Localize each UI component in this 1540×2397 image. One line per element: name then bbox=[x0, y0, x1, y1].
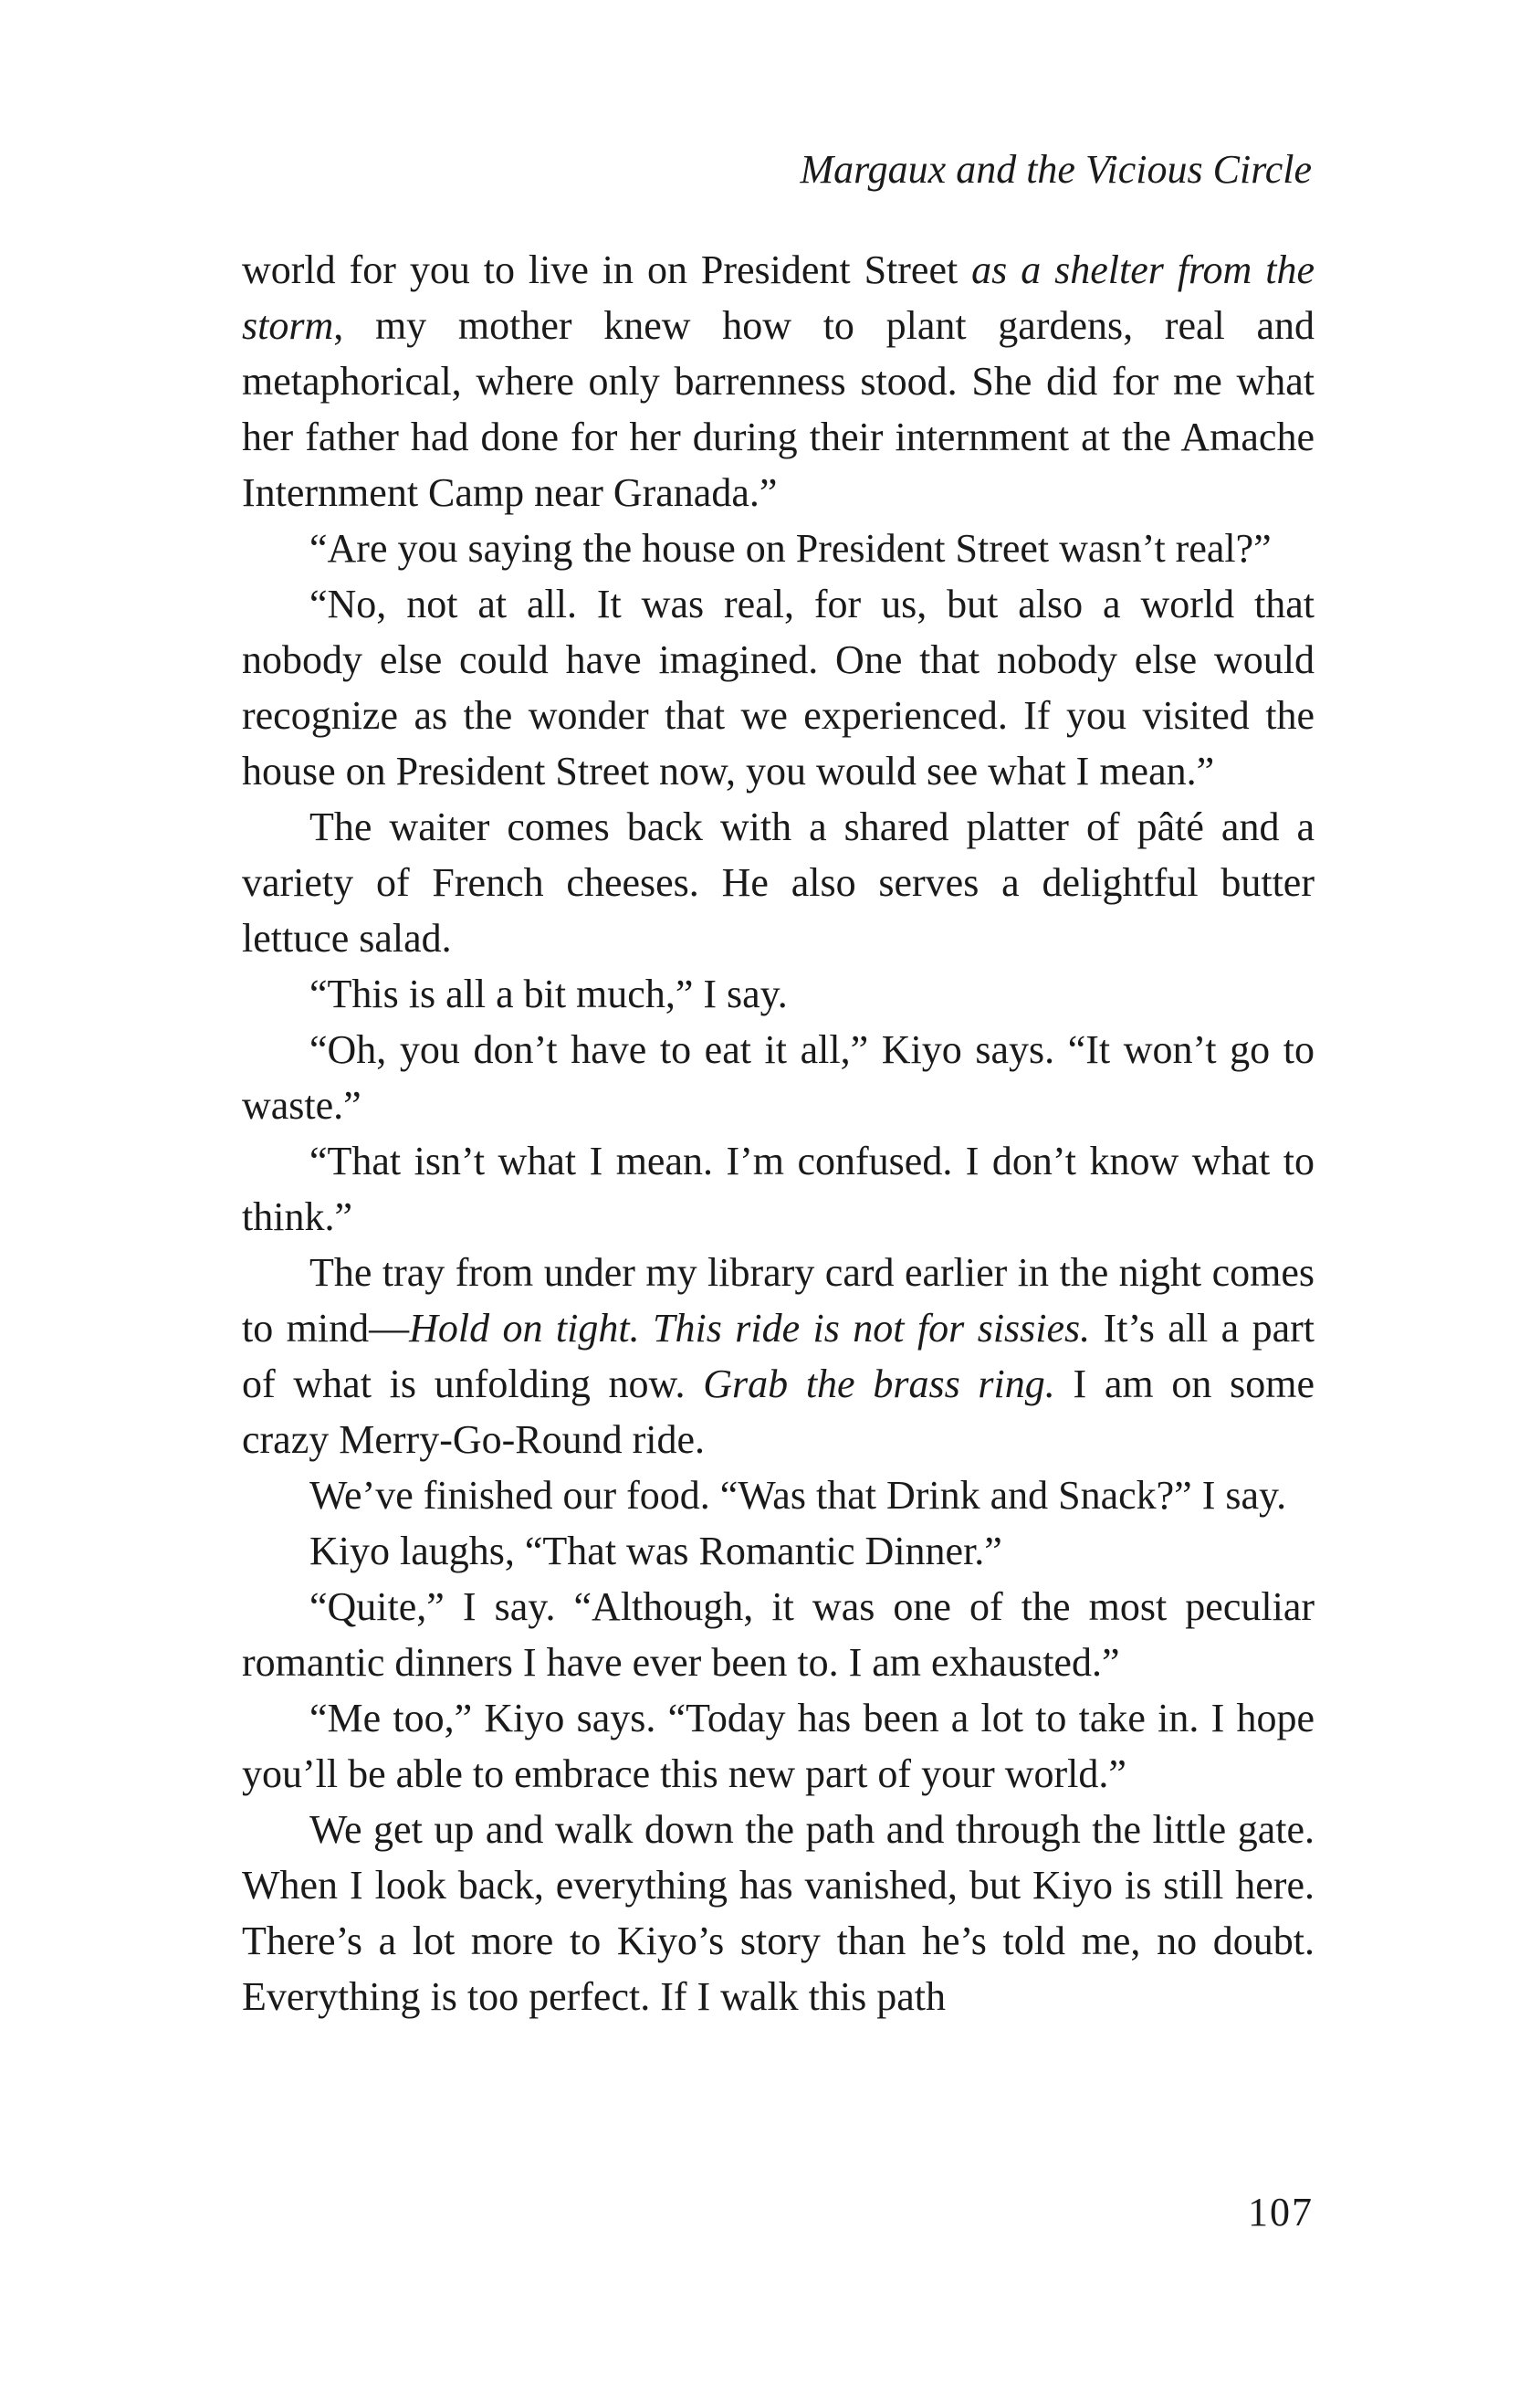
text-run: We’ve finished our food. “Was that Drink and Snack?” I say. bbox=[309, 1473, 1287, 1518]
paragraph bbox=[242, 1523, 1315, 1579]
text-run: , my mother knew how to plant gardens, real and metaphorical, where only barrenness stood. She did for me what her father had done for her during their internment at the Amache Internment Camp near Granada.” bbox=[242, 303, 1315, 515]
paragraph bbox=[242, 1022, 1315, 1133]
text-run: I am on some crazy Merry-Go-Round ride. bbox=[242, 1361, 1315, 1462]
text-run: “Me too,” Kiyo says. “Today has been a lot to take in. I hope you’ll be able to embrace this new part of your world.” bbox=[242, 1696, 1315, 1796]
text-run: “That isn’t what I mean. I’m confused. I don’t know what to think.” bbox=[242, 1139, 1315, 1239]
text-run: world for you to live in on President Street bbox=[242, 247, 972, 292]
paragraph bbox=[242, 1245, 1315, 1467]
text-run: We get up and walk down the path and through the little gate. When I look back, everything has vanished, but Kiyo is still here. There’s a lot more to Kiyo’s story than he’s told me, no doubt. Everything is too perfect. If I walk this path bbox=[242, 1807, 1315, 2019]
paragraph bbox=[242, 966, 1315, 1022]
paragraph bbox=[242, 799, 1315, 966]
text-run: “Are you saying the house on President Street wasn’t real?” bbox=[309, 526, 1272, 571]
text-run: The tray from under my library card earlier in the night comes to mind— bbox=[242, 1250, 1315, 1351]
page-number: 107 bbox=[1248, 2190, 1314, 2234]
italic-text-run: as a shelter from the storm bbox=[242, 247, 1315, 348]
text-run: “Oh, you don’t have to eat it all,” Kiyo says. “It won’t go to waste.” bbox=[242, 1027, 1315, 1128]
paragraph bbox=[242, 1467, 1315, 1523]
paragraph bbox=[242, 1802, 1315, 2024]
paragraph bbox=[242, 1690, 1315, 1802]
running-head-title: Margaux and the Vicious Circle bbox=[800, 147, 1312, 192]
paragraph bbox=[242, 1133, 1315, 1245]
text-run: It’s all a part of what is unfolding now. bbox=[242, 1306, 1315, 1406]
text-run: “This is all a bit much,” I say. bbox=[309, 972, 788, 1016]
text-run: “No, not at all. It was real, for us, but also a world that nobody else could have imagined. One that nobody else would recognize as the wonder that we experienced. If you visited the house on President Street now, you would see what I mean.” bbox=[242, 582, 1315, 794]
text-run: The waiter comes back with a shared platter of pâté and a variety of French cheeses. He also serves a delightful butter lettuce salad. bbox=[242, 804, 1315, 961]
italic-text-run: Hold on tight. This ride is not for sissies. bbox=[409, 1306, 1091, 1351]
italic-text-run: Grab the brass ring. bbox=[703, 1361, 1055, 1406]
text-run: “Quite,” I say. “Although, it was one of the most peculiar romantic dinners I have ever been to. I am exhausted.” bbox=[242, 1584, 1315, 1685]
paragraph bbox=[242, 1579, 1315, 1690]
paragraph bbox=[242, 242, 1315, 520]
paragraph bbox=[242, 520, 1315, 576]
paragraph bbox=[242, 576, 1315, 799]
body-text bbox=[242, 242, 1315, 2024]
text-run: Kiyo laughs, “That was Romantic Dinner.” bbox=[309, 1529, 1002, 1573]
